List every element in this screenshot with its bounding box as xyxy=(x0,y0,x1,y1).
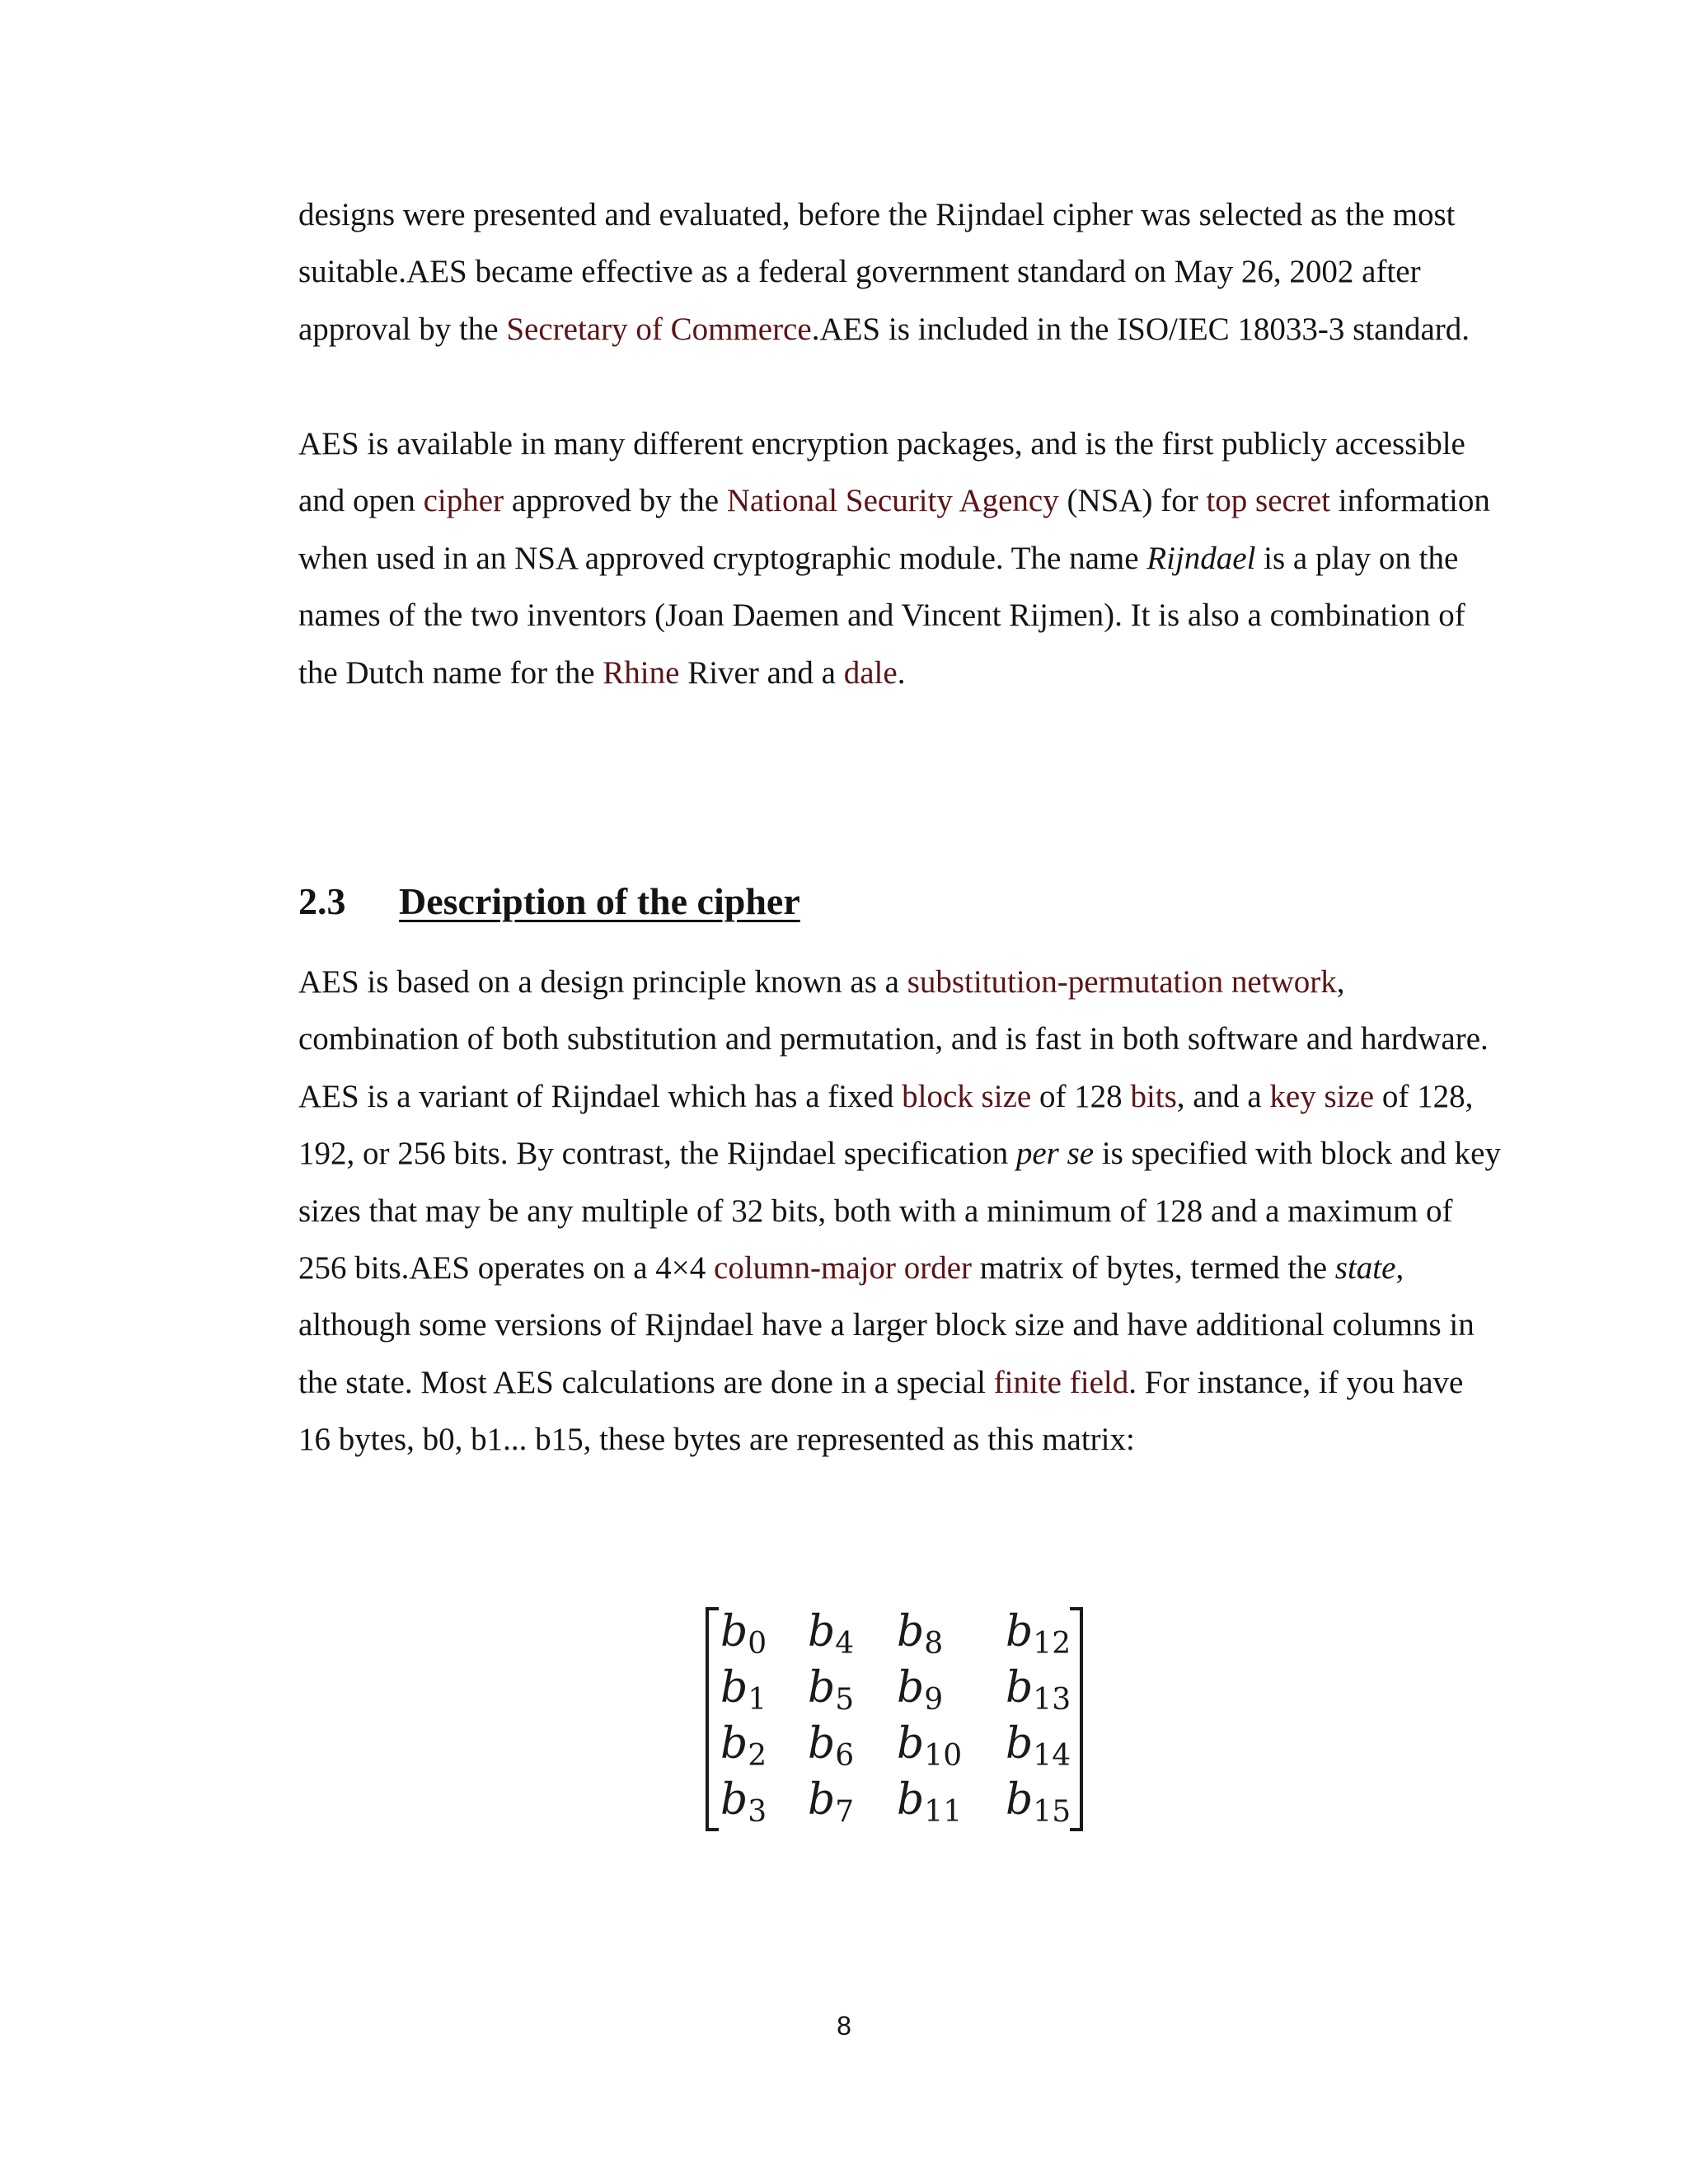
paragraph-aes-availability xyxy=(298,415,1502,701)
matrix-cell-base: b xyxy=(720,1775,748,1825)
matrix-cell-base: b xyxy=(808,1719,836,1769)
text: approved by the xyxy=(504,483,727,519)
text: AES is available in many different encryption packages, and is the first publicly accessible and open xyxy=(298,426,1465,519)
matrix-cell xyxy=(720,1719,767,1781)
left-bracket xyxy=(707,1609,719,1830)
matrix-cell-base: b xyxy=(1006,1663,1034,1713)
matrix-cell-base: b xyxy=(720,1607,748,1657)
matrix-cell-index: 15 xyxy=(1033,1795,1071,1829)
text: .AES is included in the ISO/IEC 18033-3 standard. xyxy=(811,311,1470,347)
link-column-major-order[interactable]: column-major order xyxy=(714,1250,972,1286)
matrix-cell-base: b xyxy=(1006,1775,1034,1825)
matrix-cell-base: b xyxy=(720,1663,748,1713)
link-substitution-permutation-network[interactable]: substitution-permutation network xyxy=(907,964,1337,1000)
matrix-cell xyxy=(1006,1663,1071,1725)
matrix-cell xyxy=(720,1663,767,1725)
link-cipher[interactable]: cipher xyxy=(423,483,504,519)
matrix-cell xyxy=(720,1607,767,1669)
link-rhine[interactable]: Rhine xyxy=(603,654,680,691)
matrix-cell-base: b xyxy=(897,1663,925,1713)
text: information when used in an NSA approved cryptographic module. The name xyxy=(298,483,1490,576)
text: AES is based on a design principle known as a xyxy=(298,964,907,1000)
text: is a play on the names of the two inventors (Joan Daemen and Vincent Rijmen). It is also a combination of the Dutch name for the xyxy=(298,540,1465,691)
matrix-cell xyxy=(897,1719,962,1781)
matrix-cell-index: 1 xyxy=(748,1683,767,1717)
link-secretary-of-commerce[interactable]: Secretary of Commerce xyxy=(506,311,812,347)
emphasis-rijndael: Rijndael xyxy=(1146,540,1256,576)
matrix-cell-base: b xyxy=(808,1663,836,1713)
text: . xyxy=(897,654,906,691)
link-block-size[interactable]: block size xyxy=(902,1078,1032,1114)
matrix-cell-index: 8 xyxy=(924,1627,944,1661)
text: of 128, 192, or 256 bits. By contrast, the Rijndael specification xyxy=(298,1078,1474,1172)
paragraph-cipher-description xyxy=(298,954,1502,1469)
matrix-cell-index: 2 xyxy=(748,1739,767,1773)
section-heading xyxy=(298,874,800,930)
matrix-cell-base: b xyxy=(808,1607,836,1657)
matrix-cell-index: 5 xyxy=(835,1683,855,1717)
matrix-cell xyxy=(897,1775,962,1837)
text: River and a xyxy=(679,654,844,691)
matrix-cell-base: b xyxy=(1006,1719,1034,1769)
section-title: Description of the cipher xyxy=(399,880,800,922)
link-bits[interactable]: bits xyxy=(1130,1078,1177,1114)
matrix-cell-index: 6 xyxy=(835,1739,855,1773)
text: is specified with block and key sizes that may be any multiple of 32 bits, both with a minimum of 128 and a maximum of 256 bits.AES operates on a 4×4 xyxy=(298,1136,1501,1286)
text: . For instance, if you have 16 bytes, b0, b1... b15, these bytes are represented as this matrix: xyxy=(298,1364,1464,1458)
matrix-cell xyxy=(1006,1607,1071,1669)
text: , combination of both substitution and permutation, and is fast in both software and hardware. AES is a variant of Rijndael which has a fixed xyxy=(298,964,1489,1114)
section-number: 2.3 xyxy=(298,880,346,922)
matrix-cell-base: b xyxy=(897,1775,925,1825)
link-finite-field[interactable]: finite field xyxy=(993,1364,1129,1400)
emphasis-per-se: per se xyxy=(1015,1136,1095,1172)
matrix-cell-index: 13 xyxy=(1033,1683,1071,1717)
matrix-cell-index: 10 xyxy=(924,1739,963,1773)
state-matrix xyxy=(701,1604,1088,1835)
emphasis-state: state xyxy=(1334,1250,1396,1286)
matrix-cell-base: b xyxy=(720,1719,748,1769)
paragraph-aes-history xyxy=(298,186,1502,358)
link-top-secret[interactable]: top secret xyxy=(1206,483,1330,519)
matrix-cell xyxy=(808,1719,854,1781)
matrix-cell-index: 14 xyxy=(1033,1739,1071,1773)
text: (NSA) for xyxy=(1058,483,1207,519)
matrix-cell xyxy=(1006,1775,1071,1837)
text: designs were presented and evaluated, before the Rijndael cipher was selected as the most suitable.AES became effective as a federal government standard on May 26, 2002 after approval by the xyxy=(298,197,1456,347)
text: , although some versions of Rijndael have a larger block size and have additional columns in the state. Most AES calculations are done in a special xyxy=(298,1250,1475,1400)
matrix-cell-index: 0 xyxy=(748,1627,767,1661)
matrix-cell-base: b xyxy=(1006,1607,1034,1657)
matrix-cell-index: 3 xyxy=(748,1795,767,1829)
matrix-cell-index: 4 xyxy=(835,1627,855,1661)
right-bracket xyxy=(1070,1609,1081,1830)
text: , and a xyxy=(1176,1078,1270,1114)
matrix-cell xyxy=(1006,1719,1071,1781)
text: of 128 xyxy=(1031,1078,1131,1114)
matrix-cell xyxy=(808,1775,854,1837)
matrix-cell-base: b xyxy=(897,1719,925,1769)
text: matrix of bytes, termed the xyxy=(972,1250,1335,1286)
matrix-cell xyxy=(808,1607,854,1669)
matrix-cell xyxy=(720,1775,767,1837)
matrix-cell xyxy=(808,1663,854,1725)
matrix-cell-base: b xyxy=(897,1607,925,1657)
link-key-size[interactable]: key size xyxy=(1269,1078,1375,1114)
matrix-cell xyxy=(897,1663,943,1725)
matrix-cell-base: b xyxy=(808,1775,836,1825)
matrix-cell-index: 11 xyxy=(924,1795,963,1829)
matrix-cell-index: 12 xyxy=(1033,1627,1071,1661)
matrix-cell-index: 7 xyxy=(835,1795,855,1829)
matrix-cell-index: 9 xyxy=(924,1683,944,1717)
page-number: 8 xyxy=(837,2011,851,2041)
link-national-security-agency[interactable]: National Security Agency xyxy=(726,483,1059,519)
link-dale[interactable]: dale xyxy=(843,654,898,691)
matrix-cell xyxy=(897,1607,943,1669)
